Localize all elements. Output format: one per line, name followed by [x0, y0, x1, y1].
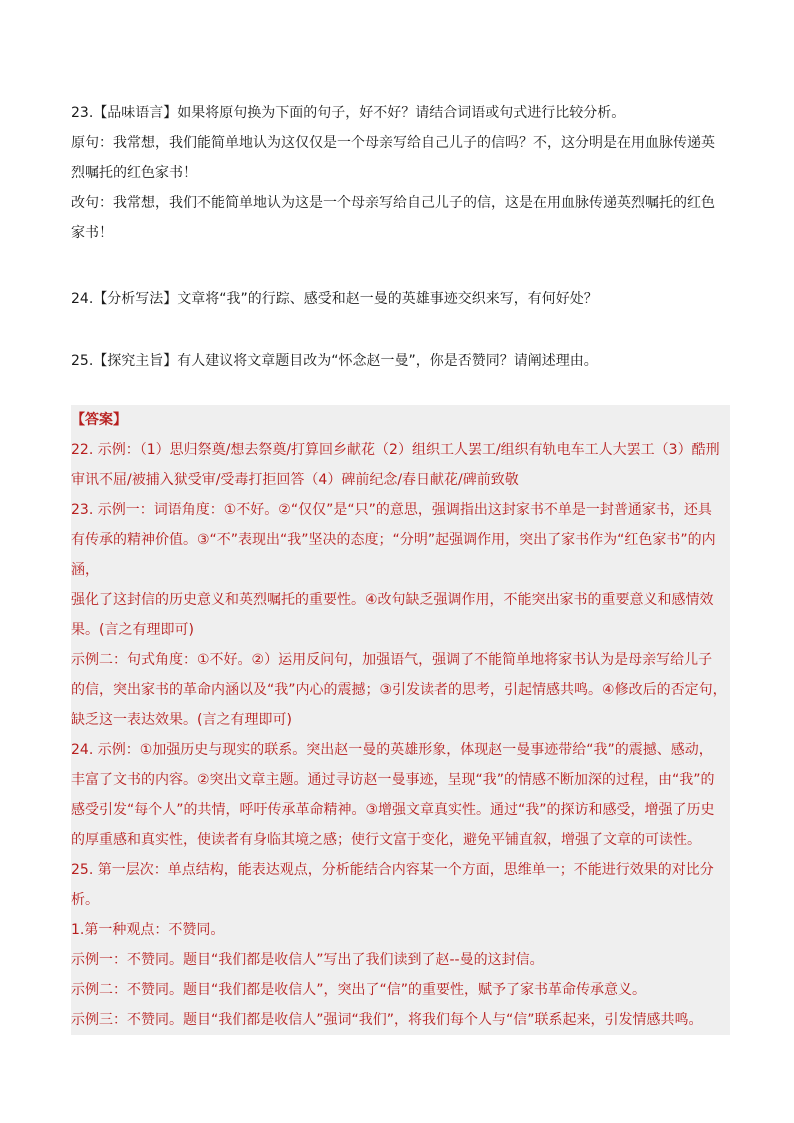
answer-line: 示例三：不赞同。题目“我们都是收信人”强词“我们”，将我们每个人与“信”联系起来，引发情感共鸣。 [71, 1012, 703, 1028]
answer-line: 缺乏这一表达效果。(言之有理即可) [71, 712, 292, 728]
question-24-title: 24.【分析写法】文章将“我”的行踪、感受和赵一曼的英雄事迹交织来写，有何好处？ [71, 291, 598, 307]
answer-line: 果。(言之有理即可) [71, 622, 194, 638]
original-sentence-line-1: 原句：我常想，我们能简单地认为这仅仅是一个母亲写给自己儿子的信吗？不，这分明是在用血脉传递英 [71, 135, 715, 151]
answer-line: 23. 示例一：词语角度：①不好。②“仅仅”是“只”的意思，强调指出这封家书不单是一封普通家书，还具 [71, 502, 712, 518]
answer-section [71, 405, 730, 1035]
answer-line: 丰富了文书的内容。②突出文章主题。通过寻访赵一曼事迹，呈现“我”的情感不断加深的过程，由“我”的 [71, 772, 715, 788]
answer-line: 1.第一种观点：不赞同。 [71, 922, 225, 938]
answer-line: 示例二：不赞同。题目“我们都是收信人”，突出了“信”的重要性，赋予了家书革命传承意义。 [71, 982, 647, 998]
modified-sentence-line-2: 家书！ [71, 225, 113, 241]
question-25-title: 25.【探究主旨】有人建议将文章题目改为“怀念赵一曼”，你是否赞同？请阐述理由。 [71, 353, 598, 369]
question-23 [71, 98, 731, 248]
question-23-title: 23.【品味语言】如果将原句换为下面的句子，好不好？请结合词语或句式进行比较分析。 [71, 105, 626, 121]
answer-line: 25. 第一层次：单点结构，能表达观点，分析能结合内容某一个方面，思维单一；不能进行效果的对比分 [71, 862, 714, 878]
answer-line: 示例二：句式角度：①不好。②）运用反问句，加强语气，强调了不能简单地将家书认为是母亲写给儿子 [71, 652, 713, 668]
answer-line: 的信，突出家书的革命内涵以及“我”内心的震撼；③引发读者的思考，引起情感共鸣。④修改后的否定句， [71, 682, 727, 698]
answer-heading: 【答案】 [71, 412, 127, 428]
answer-line: 析。 [71, 892, 99, 908]
answer-line: 强化了这封信的历史意义和英烈嘱托的重要性。④改句缺乏强调作用，不能突出家书的重要意义和感情效 [71, 592, 714, 608]
answer-line: 的厚重感和真实性，使读者有身临其境之感；使行文富于变化，避免平铺直叙，增强了文章的可读性。 [71, 832, 701, 848]
answer-line: 示例一：不赞同。题目“我们都是收信人”写出了我们读到了赵--曼的这封信。 [71, 952, 544, 968]
answer-line: 审讯不屈/被捕入狱受审/受毒打拒回答（4）碑前纪念/春日献花/碑前致敬 [71, 472, 519, 488]
modified-sentence-line-1: 改句：我常想，我们不能简单地认为这是一个母亲写给自己儿子的信，这是在用血脉传递英烈嘱托的红色 [71, 195, 715, 211]
original-sentence-line-2: 烈嘱托的红色家书！ [71, 165, 197, 181]
answer-line: 有传承的精神价值。③“不”表现出“我”坚决的态度；“分明”起强调作用，突出了家书作为“红色家书”的内涵， [71, 532, 716, 578]
answer-line: 22. 示例：（1）思归祭奠/想去祭奠/打算回乡献花（2）组织工人罢工/组织有轨电车工人大罢工（3）酷刑 [71, 442, 720, 458]
question-25 [71, 346, 731, 376]
answer-line: 24. 示例：①加强历史与现实的联系。突出赵一曼的英雄形象，体现赵一曼事迹带给“我”的震撼、感动， [71, 742, 713, 758]
question-24 [71, 284, 731, 314]
answer-line: 感受引发“每个人”的共情，呼吁传承革命精神。③增强文章真实性。通过“我”的探访和感受，增强了历史 [71, 802, 715, 818]
